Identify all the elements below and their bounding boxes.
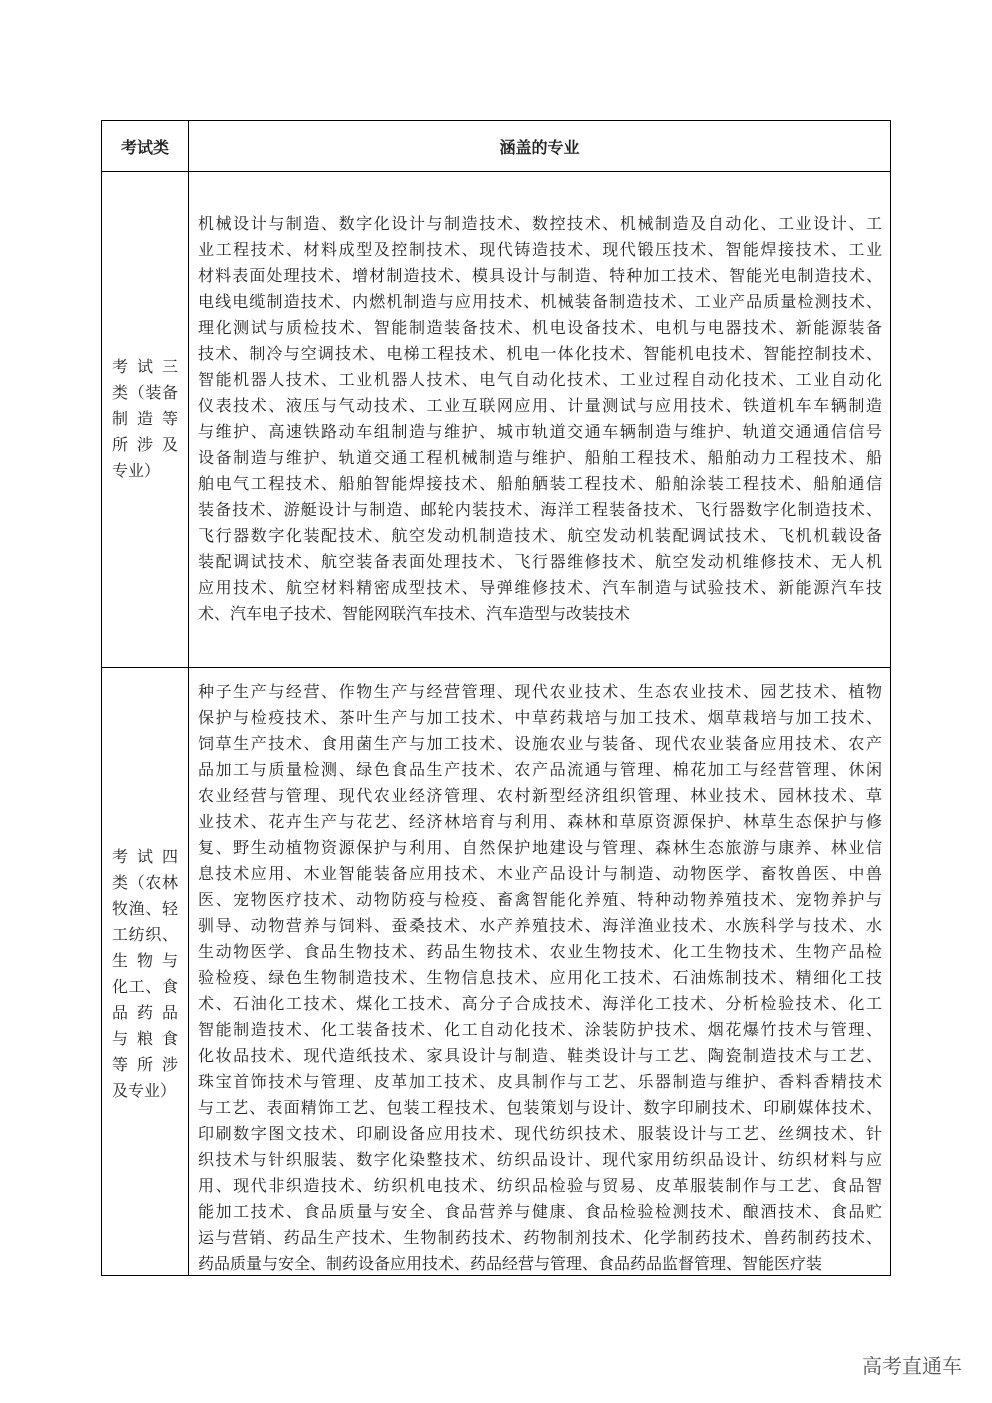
category-line: 牧渔、轻 xyxy=(112,899,178,918)
majors-line: 术、石油化工技术、煤化工技术、高分子合成技术、海洋化工技术、分析检验技术、化工 xyxy=(198,994,882,1013)
majors-line: 飞行器数字化装配技术、航空发动机制造技术、航空发动机装配调试技术、飞机机载设备 xyxy=(198,526,882,545)
category-line: 考 试 四 xyxy=(112,847,178,866)
category-line: 类（农林 xyxy=(112,873,178,892)
majors-line: 复、野生动植物资源保护与利用、自然保护地建设与管理、森林生态旅游与康养、林业信 xyxy=(198,838,882,857)
majors-line: 设备制造与维护、轨道交通工程机械制造与维护、船舶工程技术、船舶动力工程技术、船 xyxy=(198,448,882,467)
majors-line: 装配调试技术、航空装备表面处理技术、飞行器维修技术、航空发动机维修技术、无人机 xyxy=(198,552,882,571)
category-line: 工纺织、 xyxy=(112,925,178,944)
category-line: 及专业） xyxy=(112,1081,177,1100)
majors-line: 电线电缆制造技术、内燃机制造与应用技术、机械装备制造技术、工业产品质量检测技术、 xyxy=(198,292,882,311)
majors-line: 机械设计与制造、数字化设计与制造技术、数控技术、机械制造及自动化、工业设计、工 xyxy=(198,214,882,233)
majors-line: 驯导、动物营养与饲料、蚕桑技术、水产养殖技术、海洋渔业技术、水族科学与技术、水 xyxy=(198,916,882,935)
category-line: 化工、食 xyxy=(112,977,178,996)
category-line: 生 物 与 xyxy=(112,951,178,970)
column-divider xyxy=(188,121,189,1275)
category-cell-4 xyxy=(112,844,178,1104)
category-line: 所 涉 及 xyxy=(112,435,178,454)
category-line: 类（装备 xyxy=(112,383,178,402)
header-covered-majors: 涵盖的专业 xyxy=(499,138,580,157)
majors-line: 术、汽车电子技术、智能网联汽车技术、汽车造型与改装技术 xyxy=(198,604,631,623)
majors-line: 理化测试与质检技术、智能制造装备技术、机电设备技术、电机与电器技术、新能源装备 xyxy=(198,318,882,337)
majors-line: 保护与检疫技术、茶叶生产与加工技术、中草药栽培与加工技术、烟草栽培与加工技术、 xyxy=(198,708,882,727)
majors-line: 化妆品技术、现代造纸技术、家具设计与制造、鞋类设计与工艺、陶瓷制造技术与工艺、 xyxy=(198,1046,882,1065)
majors-line: 生动物医学、食品生物技术、药品生物技术、农业生物技术、化工生物技术、生物产品检 xyxy=(198,942,882,961)
majors-line: 业工程技术、材料成型及控制技术、现代铸造技术、现代锻压技术、智能焊接技术、工业 xyxy=(198,240,882,259)
majors-line: 息技术应用、木业智能装备应用技术、木业产品设计与制造、动物医学、畜牧兽医、中兽 xyxy=(198,864,882,883)
category-line: 考 试 三 xyxy=(112,357,178,376)
category-line: 与 粮 食 xyxy=(112,1029,178,1048)
row-divider xyxy=(102,667,890,668)
majors-cell-4 xyxy=(198,679,882,1277)
majors-line: 种子生产与经营、作物生产与经营管理、现代农业技术、生态农业技术、园艺技术、植物 xyxy=(198,682,882,701)
majors-line: 装备技术、游艇设计与制造、邮轮内装技术、海洋工程装备技术、飞行器数字化制造技术、 xyxy=(198,500,882,519)
majors-line: 用、现代非织造技术、纺织机电技术、纺织品检验与贸易、皮革服装制作与工艺、食品智 xyxy=(198,1176,882,1195)
majors-line: 饲草生产技术、食用菌生产与加工技术、设施农业与装备、现代农业装备应用技术、农产 xyxy=(198,734,882,753)
majors-cell-3 xyxy=(198,211,882,627)
category-line: 品 药 品 xyxy=(112,1003,178,1022)
majors-line: 印刷数字图文技术、印刷设备应用技术、现代纺织技术、服装设计与工艺、丝绸技术、针 xyxy=(198,1124,882,1143)
majors-line: 应用技术、航空材料精密成型技术、导弹维修技术、汽车制造与试验技术、新能源汽车技 xyxy=(198,578,882,597)
majors-line: 能加工技术、食品质量与安全、食品营养与健康、食品检验检测技术、酿酒技术、食品贮 xyxy=(198,1202,882,1221)
majors-line: 运与营销、药品生产技术、生物制药技术、药物制剂技术、化学制药技术、兽药制药技术、 xyxy=(198,1228,882,1247)
watermark: 高考直通车 xyxy=(862,1354,962,1378)
category-cell-3 xyxy=(112,354,178,484)
majors-line: 农业经营与管理、现代农业经济管理、农村新型经济组织管理、林业技术、园林技术、草 xyxy=(198,786,882,805)
category-line: 专业） xyxy=(112,461,161,480)
majors-line: 仪表技术、液压与气动技术、工业互联网应用、计量测试与应用技术、铁道机车车辆制造 xyxy=(198,396,882,415)
majors-line: 与工艺、表面精饰工艺、包装工程技术、包装策划与设计、数字印刷技术、印刷媒体技术、 xyxy=(198,1098,882,1117)
category-line: 制 造 等 xyxy=(112,409,178,428)
majors-line: 药品质量与安全、制药设备应用技术、药品经营与管理、食品药品监督管理、智能医疗装 xyxy=(198,1254,823,1273)
majors-line: 舶电气工程技术、船舶智能焊接技术、船舶舾装工程技术、船舶涂装工程技术、船舶通信 xyxy=(198,474,882,493)
majors-line: 珠宝首饰技术与管理、皮革加工技术、皮具制作与工艺、乐器制造与维护、香料香精技术 xyxy=(198,1072,882,1091)
majors-line: 智能机器人技术、工业机器人技术、电气自动化技术、工业过程自动化技术、工业自动化 xyxy=(198,370,882,389)
majors-line: 验检疫、绿色生物制造技术、生物信息技术、应用化工技术、石油炼制技术、精细化工技 xyxy=(198,968,882,987)
majors-table xyxy=(101,120,891,1276)
majors-line: 智能制造技术、化工装备技术、化工自动化技术、涂装防护技术、烟花爆竹技术与管理、 xyxy=(198,1020,882,1039)
header-exam-category: 考试类 xyxy=(120,138,169,157)
majors-line: 与维护、高速铁路动车组制造与维护、城市轨道交通车辆制造与维护、轨道交通通信信号 xyxy=(198,422,882,441)
majors-line: 医、宠物医疗技术、动物防疫与检疫、畜禽智能化养殖、特种动物养殖技术、宠物养护与 xyxy=(198,890,882,909)
category-line: 等 所 涉 xyxy=(112,1055,178,1074)
majors-line: 业技术、花卉生产与花艺、经济林培育与利用、森林和草原资源保护、林草生态保护与修 xyxy=(198,812,882,831)
majors-line: 织技术与针织服装、数字化染整技术、纺织品设计、现代家用纺织品设计、纺织材料与应 xyxy=(198,1150,882,1169)
majors-line: 技术、制冷与空调技术、电梯工程技术、机电一体化技术、智能机电技术、智能控制技术、 xyxy=(198,344,882,363)
majors-line: 材料表面处理技术、增材制造技术、模具设计与制造、特种加工技术、智能光电制造技术、 xyxy=(198,266,882,285)
majors-line: 品加工与质量检测、绿色食品生产技术、农产品流通与管理、棉花加工与经营管理、休闲 xyxy=(198,760,882,779)
